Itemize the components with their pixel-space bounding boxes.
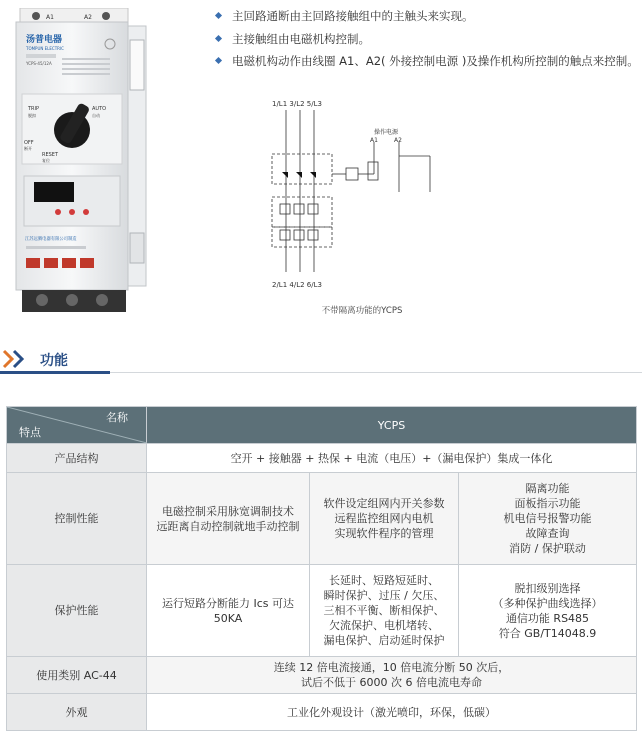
label-a2: A2 xyxy=(84,14,92,21)
title-underline xyxy=(0,371,110,374)
diagram-caption: 不带隔离功能的YCPS xyxy=(321,306,403,316)
product-image xyxy=(12,8,152,313)
header-corner-cell xyxy=(7,407,147,444)
reset-label: RESET xyxy=(42,152,59,158)
header-name-label: 名称 xyxy=(106,411,128,424)
table-header-row xyxy=(7,407,637,444)
table-row xyxy=(7,444,637,473)
section-title: 功能 xyxy=(40,353,68,369)
auto-label: AUTO xyxy=(92,106,107,112)
bullet-icon xyxy=(215,57,222,64)
coil-a2-label: A2 xyxy=(394,137,402,144)
top-terminals-label: 1/L1 3/L2 5/L3 xyxy=(272,100,322,108)
header-feature-label: 特点 xyxy=(19,426,41,439)
header-product: YCPS xyxy=(147,407,637,444)
label-a1: A1 xyxy=(46,14,54,21)
device-company: 江苏远腾电器有限公司制造 xyxy=(25,237,77,242)
device-illustration xyxy=(12,8,152,313)
spec-table xyxy=(6,406,637,731)
row-label: 控制性能 xyxy=(7,473,147,565)
double-chevron-icon xyxy=(2,349,32,369)
section-header xyxy=(0,346,642,376)
row-label: 使用类别 AC-44 xyxy=(7,657,147,694)
wiring-diagram xyxy=(258,92,438,292)
list-item: 主回路通断由主回路接触组中的主触头来实现。 xyxy=(214,8,642,24)
list-item: 主接触组由电磁机构控制。 xyxy=(214,31,642,47)
bottom-terminals-label: 2/L1 4/L2 6/L3 xyxy=(272,281,322,289)
panel-button[interactable] xyxy=(44,258,58,268)
table-row xyxy=(7,657,637,694)
auto-cn: 自动 xyxy=(92,113,100,118)
row-label: 外观 xyxy=(7,694,147,731)
lcd-display xyxy=(34,182,74,202)
reset-cn: 复位 xyxy=(42,158,50,163)
indicator-led xyxy=(55,209,61,215)
row-cell: 隔离功能 面板指示功能 机电信号报警功能 故障查询 消防 / 保护联动 xyxy=(459,473,637,565)
device-brand: 汤普电器 xyxy=(26,35,63,45)
row-cell: 运行短路分断能力 Ics 可达 50KA xyxy=(147,565,310,657)
table-row xyxy=(7,565,637,657)
row-cell: 长延时、短路短延时、 瞬时保护、过压 / 欠压、 三相不平衡、断相保护、 欠流保护、电机堵转、 漏电保护、启动延时保护 xyxy=(310,565,459,657)
table-row xyxy=(7,694,637,731)
coil-a1-label: A1 xyxy=(370,137,378,144)
device-model: YCPS-45/12A xyxy=(26,61,52,66)
row-label: 保护性能 xyxy=(7,565,147,657)
bullet-icon xyxy=(215,12,222,19)
row-value: 工业化外观设计（激光喷印，环保，低碳） xyxy=(147,694,637,731)
description-list xyxy=(214,8,642,76)
row-label: 产品结构 xyxy=(7,444,147,473)
panel-button[interactable] xyxy=(26,258,40,268)
indicator-led xyxy=(69,209,75,215)
trip-label: TRIP xyxy=(28,106,40,112)
list-item: 电磁机构动作由线圈 A1、A2( 外接控制电源 )及操作机构所控制的触点来控制。 xyxy=(214,53,642,69)
trip-cn: 脱扣 xyxy=(28,113,36,118)
control-power-label: 操作电源 xyxy=(374,129,399,136)
row-value: 空开 + 接触器 + 热保 + 电流（电压）+（漏电保护）集成一体化 xyxy=(147,444,637,473)
row-cell: 脱扣级别选择 （多种保护曲线选择） 通信功能 RS485 符合 GB/T14048.9 xyxy=(459,565,637,657)
indicator-led xyxy=(83,209,89,215)
device-brand-en: TOMPUN ELECTRIC xyxy=(26,46,64,51)
bullet-icon xyxy=(215,34,222,41)
table-row xyxy=(7,473,637,565)
circuit-schematic xyxy=(258,92,438,292)
row-value: 连续 12 倍电流接通，10 倍电流分断 50 次后， 试后不低于 6000 次 6 倍电流电寿命 xyxy=(147,657,637,694)
row-cell: 软件设定组网内开关参数 远程监控组网内电机 实现软件程序的管理 xyxy=(310,473,459,565)
off-label: OFF xyxy=(24,140,34,146)
off-cn: 断开 xyxy=(24,146,32,151)
panel-button[interactable] xyxy=(62,258,76,268)
panel-button[interactable] xyxy=(80,258,94,268)
row-cell: 电磁控制采用脉宽调制技术 远距离自动控制就地手动控制 xyxy=(147,473,310,565)
